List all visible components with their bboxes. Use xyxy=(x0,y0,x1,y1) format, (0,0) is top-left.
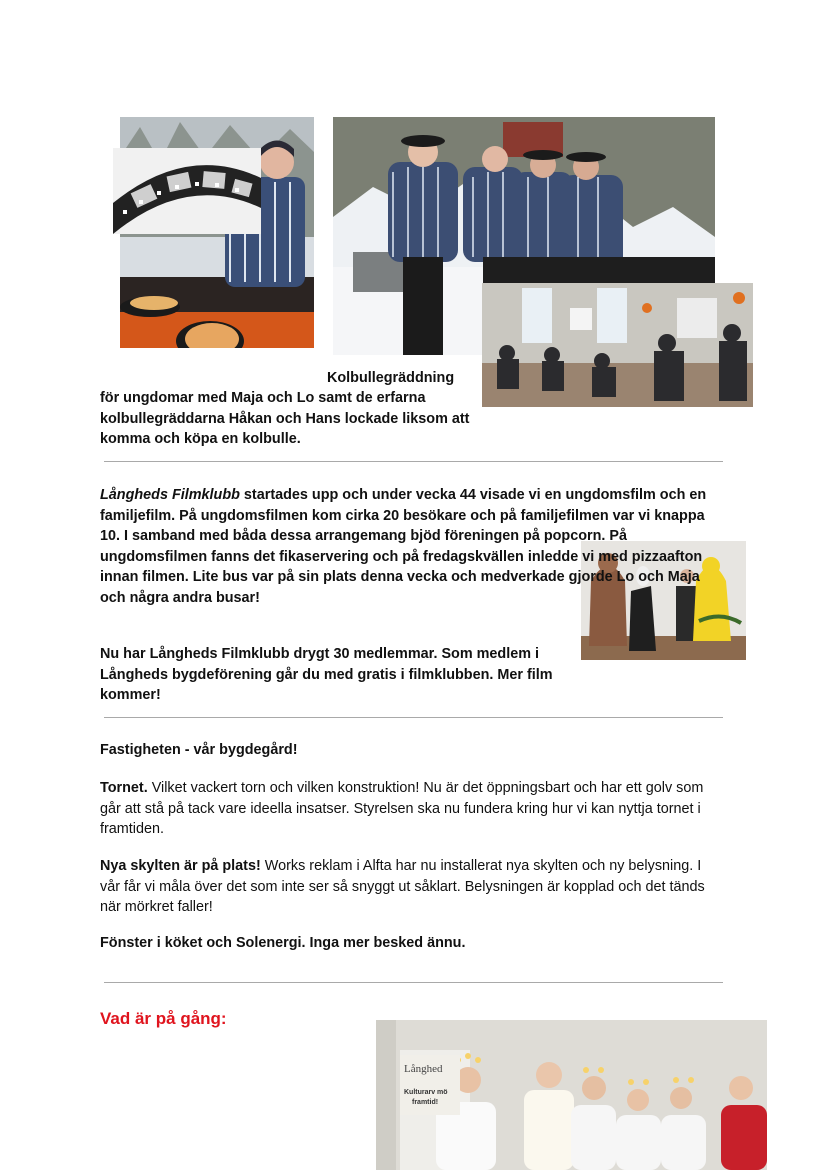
tornet-title: Tornet. xyxy=(100,780,148,796)
fastighet-heading: Fastigheten - vår bygdegård! xyxy=(100,742,298,758)
film-strip-graphic xyxy=(113,148,261,234)
caption-title: Kolbullegräddning xyxy=(327,370,455,386)
banner-line1: Kulturarv mö xyxy=(404,1089,448,1096)
divider xyxy=(104,717,723,718)
banner-brand: Långhed xyxy=(404,1063,443,1075)
caption-text: för ungdomar med Maja och Lo samt de erfarna kolbullegräddarna Håkan och Hans lockade liksom att komma och köpa en kolbulle. xyxy=(100,390,470,447)
divider xyxy=(104,461,723,462)
fonster-paragraph: Fönster i köket och Solenergi. Inga mer besked ännu. xyxy=(100,935,466,951)
banner-line2: framtid! xyxy=(412,1099,439,1106)
filmklubb-para1 xyxy=(100,485,725,608)
skylt-paragraph xyxy=(100,856,725,918)
tornet-text: Vilket vackert torn och vilken konstruktion! Nu är det öppningsbart och har ett golv som går att stå på tack vare ideella insatser. Styrelsen ska nu fundera kring hur vi kan nyttja tornet i framtiden. xyxy=(100,780,704,837)
banner-logo xyxy=(400,1055,460,1115)
filmklubb-name: Långheds Filmklubb xyxy=(100,487,240,503)
skylt-text: Works reklam i Alfta har nu installerat nya skylten och ny belysning. I vår får vi måla över det som inte ser så snyggt ut såklart. Belysningen är kopplad och det tänds när mörkret faller! xyxy=(100,858,705,915)
photo-cafe-interior xyxy=(482,283,753,407)
filmklubb-para2: Nu har Långheds Filmklubb drygt 30 medlemmar. Som medlem i Långheds bygdeförening går du med gratis i filmklubben. Mer film kommer! xyxy=(100,646,553,703)
filmklubb-body-text: startades upp och under vecka 44 visade vi en ungdomsfilm och en familjefilm. På ungdomsfilmen kom cirka 20 besökare och på familjefilmen var vi knappa 10. I samband med båda dessa arrangemang bjöd föreningen på popcorn. På ungdomsfilmen fanns det fikaservering och på fredagskvällen inledde vi med pizzaafton innan filmen. Lite bus var på sin plats denna vecka och medverkade gjorde Lo och Maja och några andra busar! xyxy=(100,487,707,606)
tornet-paragraph xyxy=(100,778,725,840)
skylt-title: Nya skylten är på plats! xyxy=(100,858,261,874)
events-heading: Vad är på gång: xyxy=(100,1009,227,1028)
divider xyxy=(104,982,723,983)
